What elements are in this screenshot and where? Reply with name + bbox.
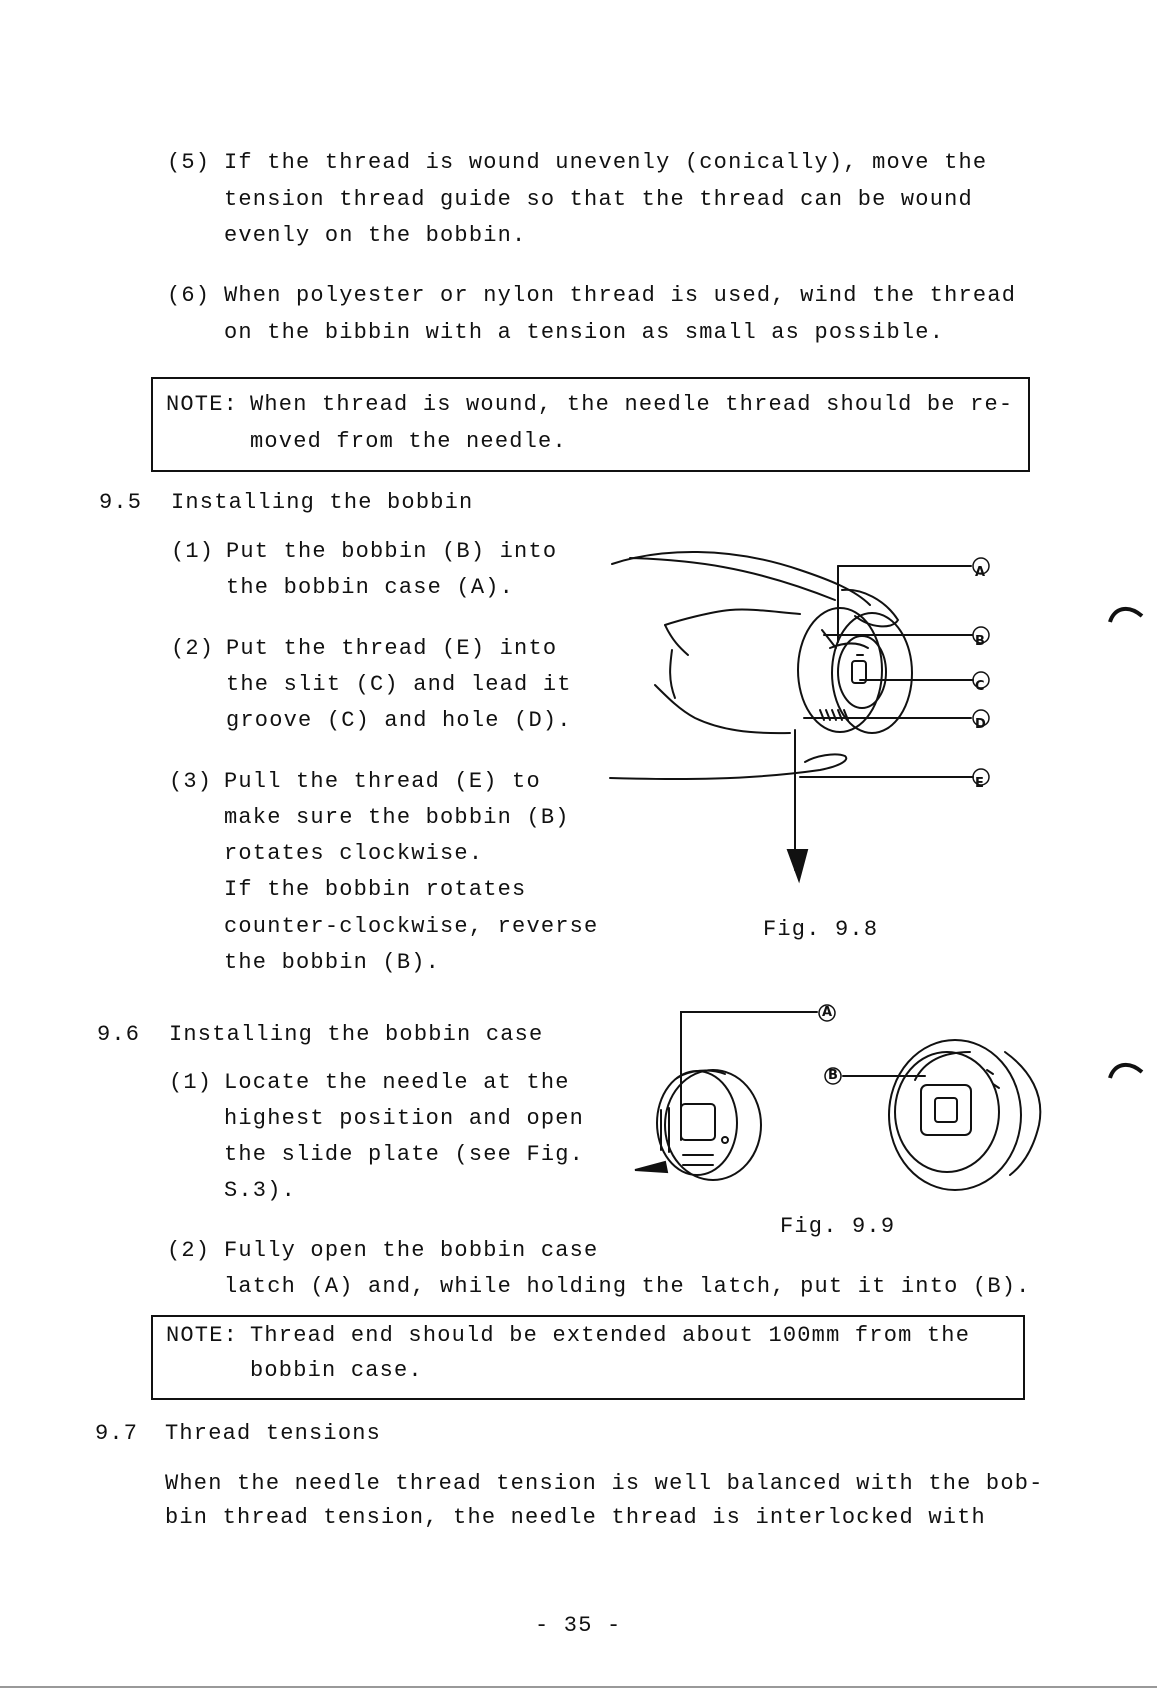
scan-bottom-edge (0, 1686, 1157, 1688)
binding-hole-mark-icon (1108, 602, 1148, 626)
s95-item-3-line-3: rotates clockwise. (224, 841, 484, 866)
binding-hole-mark-icon (1108, 1058, 1148, 1082)
fig-9-9-caption: Fig. 9.9 (780, 1214, 896, 1239)
s95-item-3-line-4: If the bobbin rotates (224, 877, 527, 902)
figure-9-9-bobbin-case-illustration (625, 1000, 1055, 1200)
item-5-line-2: tension thread guide so that the thread can be wound (224, 187, 973, 212)
s97-body-line-1: When the needle thread tension is well balanced with the bob- (165, 1471, 1044, 1496)
s95-item-2-line-3: groove (C) and hole (D). (226, 708, 572, 733)
item-5-line-3: evenly on the bobbin. (224, 223, 527, 248)
s96-item-1-line-1: Locate the needle at the (224, 1070, 570, 1095)
fig-9-8-label-a: A (975, 565, 987, 580)
fig-9-8-label-d: D (975, 717, 987, 732)
page-number: - 35 - (535, 1613, 622, 1638)
s96-item-1-line-4: S.3). (224, 1178, 297, 1203)
s96-item-1-line-2: highest position and open (224, 1106, 585, 1131)
section-9-5-number: 9.5 (99, 490, 143, 515)
s96-item-1-line-3: the slide plate (see Fig. (224, 1142, 585, 1167)
note-1-line-1: When thread is wound, the needle thread should be re- (250, 392, 1014, 417)
fig-9-8-label-c: C (975, 679, 986, 694)
s97-body-line-2: bin thread tension, the needle thread is interlocked with (165, 1505, 986, 1530)
s95-item-3-number: (3) (169, 769, 213, 794)
s96-item-1-number: (1) (169, 1070, 213, 1095)
note-2-line-1: Thread end should be extended about 100mm from the (250, 1323, 971, 1348)
s95-item-2-line-2: the slit (C) and lead it (226, 672, 572, 697)
item-5-number: (5) (167, 150, 211, 175)
s95-item-1-line-1: Put the bobbin (B) into (226, 539, 558, 564)
fig-9-8-label-e: E (975, 776, 986, 791)
s95-item-3-line-2: make sure the bobbin (B) (224, 805, 570, 830)
section-9-6-title: Installing the bobbin case (169, 1022, 544, 1047)
s95-item-3-line-5: counter-clockwise, reverse (224, 914, 599, 939)
note-2-label: NOTE: (166, 1323, 239, 1348)
s95-item-3-line-1: Pull the thread (E) to (224, 769, 541, 794)
note-box-2 (151, 1315, 1025, 1400)
fig-9-8-label-b: B (975, 634, 987, 649)
s96-item-2-number: (2) (167, 1238, 211, 1263)
item-6-number: (6) (167, 283, 211, 308)
item-5-line-1: If the thread is wound unevenly (conically), move the (224, 150, 988, 175)
item-6-line-1: When polyester or nylon thread is used, wind the thread (224, 283, 1017, 308)
note-box-1 (151, 377, 1030, 472)
fig-9-9-label-b: B (828, 1068, 840, 1083)
fig-9-8-caption: Fig. 9.8 (763, 917, 879, 942)
fig-9-9-label-a: A (822, 1005, 834, 1020)
s95-item-1-line-2: the bobbin case (A). (226, 575, 515, 600)
note-1-label: NOTE: (166, 392, 239, 417)
section-9-6-number: 9.6 (97, 1022, 141, 1047)
section-9-7-title: Thread tensions (165, 1421, 382, 1446)
s95-item-1-number: (1) (171, 539, 215, 564)
s95-item-3-line-6: the bobbin (B). (224, 950, 441, 975)
figure-9-8-bobbin-illustration (600, 530, 1000, 900)
section-9-7-number: 9.7 (95, 1421, 139, 1446)
note-1-line-2: moved from the needle. (250, 429, 567, 454)
section-9-5-title: Installing the bobbin (171, 490, 474, 515)
s95-item-2-number: (2) (171, 636, 215, 661)
s95-item-2-line-1: Put the thread (E) into (226, 636, 558, 661)
note-2-line-2: bobbin case. (250, 1358, 423, 1383)
s96-item-2-line-2: latch (A) and, while holding the latch, put it into (B). (224, 1274, 1031, 1299)
s96-item-2-line-1: Fully open the bobbin case (224, 1238, 599, 1263)
item-6-line-2: on the bibbin with a tension as small as possible. (224, 320, 945, 345)
